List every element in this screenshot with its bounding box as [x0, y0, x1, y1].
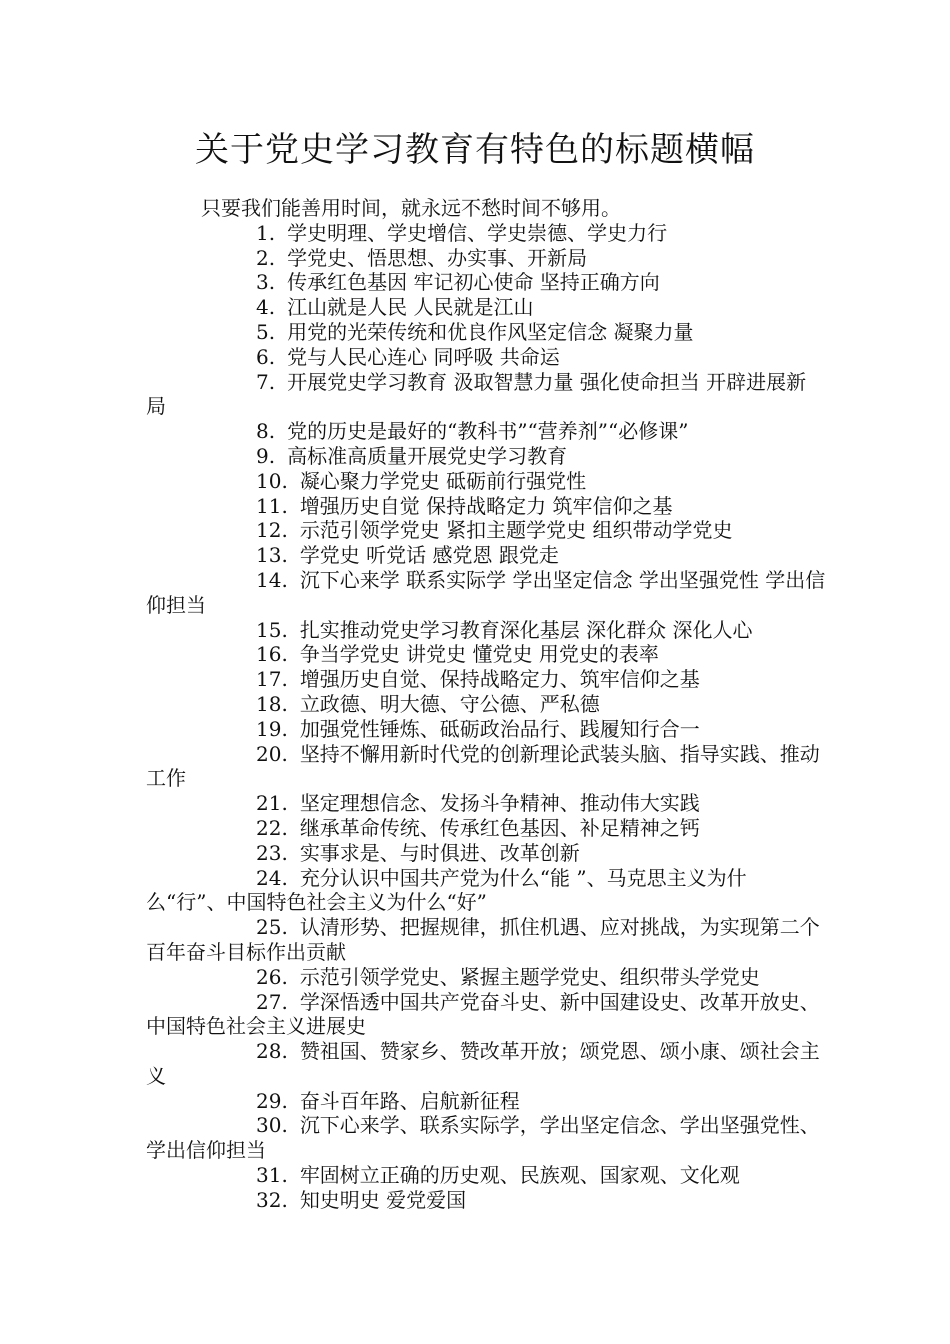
slogan-item — [146, 1039, 826, 1089]
slogan-item — [146, 618, 826, 643]
slogan-text: 凝心聚力学党史 砥砺前行强党性 — [299, 468, 587, 493]
slogan-item — [146, 345, 826, 370]
slogan-item — [146, 543, 826, 568]
slogan-text: 充分认识中国共产党为什么“能 ”、马克思主义为什么“行”、中国特色社会主义为什么“好” — [146, 865, 747, 915]
slogan-item — [146, 742, 826, 792]
slogan-item — [146, 791, 826, 816]
slogan-item — [146, 370, 826, 420]
slogan-number: 7. — [256, 369, 276, 394]
slogan-text: 党与人民心连心 同呼吸 共命运 — [287, 344, 560, 369]
slogan-item — [146, 965, 826, 990]
slogan-number: 17. — [256, 667, 288, 692]
slogan-number: 24. — [256, 865, 288, 890]
slogan-number: 26. — [256, 964, 288, 989]
slogan-text: 传承红色基因 牢记初心使命 坚持正确方向 — [287, 270, 660, 295]
slogan-text: 江山就是人民 人民就是江山 — [287, 295, 534, 320]
slogan-text: 沉下心来学 联系实际学 学出坚定信念 学出坚强党性 学出信仰担当 — [146, 567, 826, 617]
slogan-number: 19. — [256, 716, 288, 741]
slogan-number: 10. — [256, 468, 288, 493]
slogan-number: 5. — [256, 319, 276, 344]
slogan-number: 15. — [256, 617, 288, 642]
slogan-text: 学深悟透中国共产党奋斗史、新中国建设史、改革开放史、中国特色社会主义进展史 — [146, 989, 820, 1039]
slogan-text: 坚定理想信念、发扬斗争精神、推动伟大实践 — [299, 791, 700, 816]
slogan-number: 4. — [256, 295, 276, 320]
slogan-item — [146, 494, 826, 519]
slogan-item — [146, 518, 826, 543]
slogan-text: 学党史 听党话 感党恩 跟党走 — [299, 543, 559, 568]
slogan-number: 31. — [256, 1163, 288, 1188]
slogan-text: 立政德、明大德、守公德、严私德 — [299, 691, 600, 716]
slogan-number: 14. — [256, 567, 288, 592]
slogan-number: 22. — [256, 815, 288, 840]
slogan-text: 争当学党史 讲党史 懂党史 用党史的表率 — [299, 642, 659, 667]
slogan-text: 认清形势、把握规律，抓住机遇、应对挑战，为实现第二个百年奋斗目标作出贡献 — [146, 915, 820, 964]
slogan-number: 20. — [256, 741, 288, 766]
slogan-item — [146, 419, 826, 444]
slogan-text: 继承革命传统、传承红色基因、补足精神之钙 — [299, 815, 700, 840]
slogan-item — [146, 692, 826, 717]
slogan-item — [146, 1163, 826, 1188]
slogan-number: 9. — [256, 443, 276, 468]
slogan-number: 29. — [256, 1088, 288, 1113]
slogan-item — [146, 990, 826, 1040]
slogan-item — [146, 221, 826, 246]
slogan-item — [146, 816, 826, 841]
slogan-text: 加强党性锤炼、砥砺政治品行、践履知行合一 — [299, 716, 700, 741]
slogan-item — [146, 642, 826, 667]
slogan-number: 27. — [256, 989, 288, 1014]
slogan-number: 30. — [256, 1113, 288, 1138]
slogan-number: 8. — [256, 419, 276, 444]
slogan-number: 18. — [256, 691, 288, 716]
slogan-item — [146, 1089, 826, 1114]
slogan-text: 示范引领学党史、紧握主题学党史、组织带头学党史 — [299, 964, 760, 989]
slogan-number: 11. — [256, 493, 288, 518]
slogan-number: 23. — [256, 840, 288, 865]
slogan-item — [146, 866, 826, 916]
slogan-text: 沉下心来学、联系实际学，学出坚定信念、学出坚强党性、学出信仰担当 — [146, 1113, 820, 1163]
slogan-text: 增强历史自觉、保持战略定力、筑牢信仰之基 — [299, 667, 700, 692]
slogan-text: 党的历史是最好的“教科书”“营养剂”“必修课” — [287, 419, 689, 444]
slogan-number: 2. — [256, 245, 276, 270]
slogan-number: 3. — [256, 270, 276, 295]
slogan-item — [146, 320, 826, 345]
slogan-text: 知史明史 爱党爱国 — [299, 1187, 467, 1212]
slogan-number: 6. — [256, 344, 276, 369]
slogan-text: 实事求是、与时俱进、改革创新 — [299, 840, 580, 865]
slogan-number: 16. — [256, 642, 288, 667]
slogan-text: 用党的光荣传统和优良作风坚定信念 凝聚力量 — [287, 319, 694, 344]
slogan-item — [146, 246, 826, 271]
slogan-text: 奋斗百年路、启航新征程 — [299, 1088, 520, 1113]
slogan-item — [146, 841, 826, 866]
slogan-item — [146, 1188, 826, 1213]
slogan-text: 学党史、悟思想、办实事、开新局 — [287, 245, 588, 270]
slogan-text: 示范引领学党史 紧扣主题学党史 组织带动学党史 — [299, 518, 733, 543]
slogan-text: 牢固树立正确的历史观、民族观、国家观、文化观 — [299, 1163, 740, 1188]
slogan-number: 32. — [256, 1187, 288, 1212]
slogan-text: 赞祖国、赞家乡、赞改革开放；颂党恩、颂小康、颂社会主义 — [146, 1039, 820, 1088]
slogan-text: 扎实推动党史学习教育深化基层 深化群众 深化人心 — [299, 617, 753, 642]
slogan-number: 13. — [256, 543, 288, 568]
slogan-item — [146, 270, 826, 295]
intro-paragraph: 只要我们能善用时间，就永远不愁时间不够用。 — [201, 196, 621, 220]
document-title: 关于党史学习教育有特色的标题横幅 — [195, 130, 755, 170]
slogan-item — [146, 915, 826, 965]
slogan-item — [146, 717, 826, 742]
slogan-text: 坚持不懈用新时代党的创新理论武装头脑、指导实践、推动工作 — [146, 741, 820, 791]
slogan-text: 学史明理、学史增信、学史崇德、学史力行 — [287, 220, 668, 245]
slogan-item — [146, 444, 826, 469]
slogan-number: 12. — [256, 518, 288, 543]
slogan-number: 28. — [256, 1039, 288, 1064]
slogan-text: 高标准高质量开展党史学习教育 — [287, 443, 568, 468]
slogan-text: 增强历史自觉 保持战略定力 筑牢信仰之基 — [299, 493, 673, 518]
slogan-number: 25. — [256, 915, 288, 940]
slogan-item — [146, 469, 826, 494]
slogan-list — [146, 221, 826, 1213]
document-body — [146, 196, 826, 1213]
slogan-item — [146, 295, 826, 320]
slogan-number: 21. — [256, 791, 288, 816]
slogan-item — [146, 667, 826, 692]
slogan-number: 1. — [256, 220, 276, 245]
slogan-item — [146, 568, 826, 618]
slogan-text: 开展党史学习教育 汲取智慧力量 强化使命担当 开辟进展新局 — [146, 369, 807, 419]
slogan-item — [146, 1113, 826, 1163]
